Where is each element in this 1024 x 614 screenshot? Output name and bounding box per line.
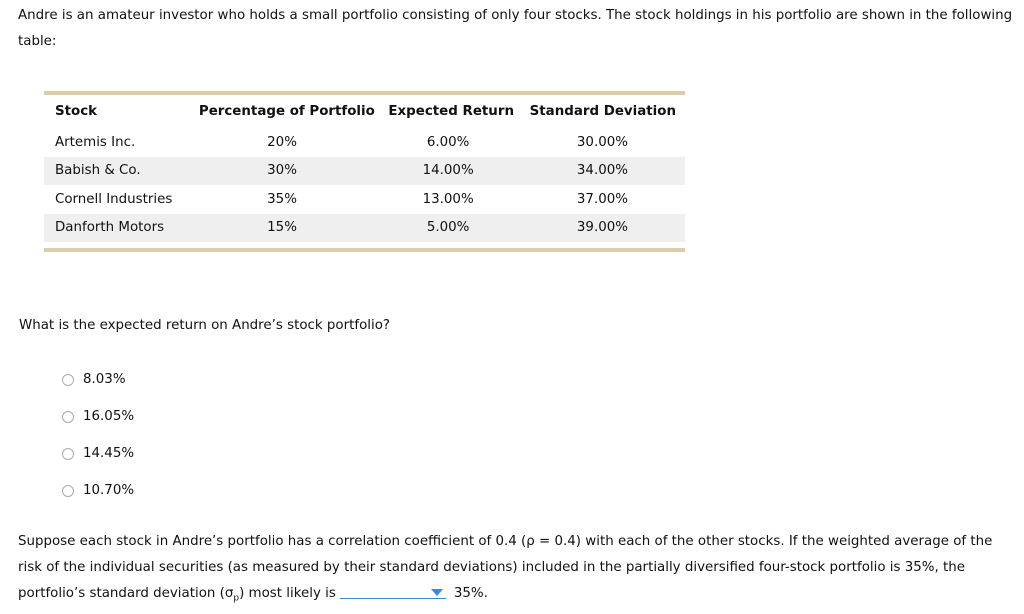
answer-option[interactable] [62, 398, 134, 435]
option-label: 16.05% [83, 409, 135, 424]
table-bottom-rule [44, 248, 685, 252]
header-standard-deviation: Standard Deviation [529, 104, 676, 119]
radio-button[interactable] [62, 411, 74, 423]
cell-percentage: 20% [267, 134, 297, 150]
sigma-symbol: σ [224, 586, 234, 601]
answer-option[interactable] [62, 361, 134, 398]
question-portfolio-std-dev [18, 529, 1018, 612]
table-header-row [44, 95, 685, 128]
option-label: 10.70% [83, 483, 135, 498]
sigma-subscript: p [233, 593, 240, 604]
cell-percentage: 35% [267, 191, 297, 207]
cell-percentage: 30% [267, 163, 297, 179]
cell-standard-deviation: 37.00% [576, 191, 628, 207]
option-label: 8.03% [83, 372, 126, 387]
cell-stock: Danforth Motors [55, 220, 165, 236]
header-stock: Stock [55, 104, 98, 119]
answer-options [62, 361, 134, 509]
answer-option[interactable] [62, 472, 134, 509]
question2-text: Suppose each stock in Andre’s portfolio has a correlation coefficient of 0.4 (ρ = 0.4) with each of the other stocks. If the weighted average of the risk of the individual securities (as measured by their standard deviations) included in the partially diversified four-stock portfolio is 35%, the portfolio’s standard deviation ( [18, 534, 993, 601]
radio-button[interactable] [62, 374, 74, 386]
intro-text: Andre is an amateur investor who holds a small portfolio consisting of only four stocks. The stock holdings in his portfolio are shown in the following table: [18, 8, 1013, 49]
header-percentage: Percentage of Portfolio [198, 104, 375, 119]
question2-after: ) most likely is [239, 586, 336, 601]
stock-holdings-table [44, 91, 685, 252]
question-expected-return: What is the expected return on Andre’s stock portfolio? [19, 318, 391, 333]
cell-stock: Cornell Industries [55, 191, 173, 207]
table-row [44, 185, 685, 214]
question2-tail: 35%. [453, 586, 488, 601]
option-label: 14.45% [83, 446, 135, 461]
cell-expected-return: 6.00% [426, 134, 470, 150]
answer-option[interactable] [62, 435, 134, 472]
table-row [44, 128, 685, 157]
radio-button[interactable] [62, 448, 74, 460]
std-dev-dropdown[interactable] [340, 584, 446, 599]
caret-down-icon[interactable] [431, 589, 443, 596]
cell-expected-return: 5.00% [426, 220, 470, 236]
cell-expected-return: 14.00% [422, 163, 474, 179]
table-row [44, 157, 685, 186]
radio-button[interactable] [62, 485, 74, 497]
cell-stock: Artemis Inc. [55, 134, 136, 150]
cell-expected-return: 13.00% [422, 191, 474, 207]
cell-standard-deviation: 30.00% [576, 134, 628, 150]
header-expected-return: Expected Return [388, 104, 514, 119]
cell-stock: Babish & Co. [55, 163, 141, 179]
cell-standard-deviation: 34.00% [576, 163, 628, 179]
cell-percentage: 15% [267, 220, 297, 236]
table-row [44, 214, 685, 243]
cell-standard-deviation: 39.00% [576, 220, 628, 236]
